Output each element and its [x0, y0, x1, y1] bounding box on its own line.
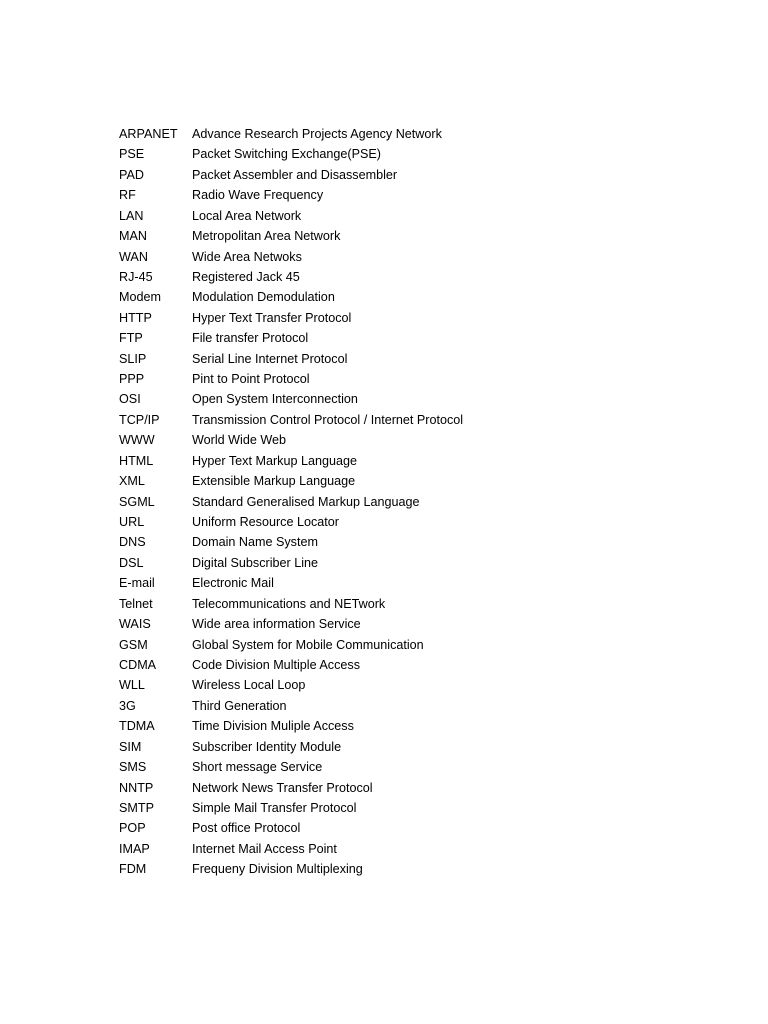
glossary-row — [119, 185, 463, 205]
acronym-term: IMAP — [119, 841, 150, 856]
acronym-term: SMS — [119, 760, 147, 775]
acronym-term: DSL — [119, 555, 144, 570]
acronym-term: MAN — [119, 229, 147, 244]
acronym-term: WAN — [119, 249, 148, 264]
acronym-definition: Hyper Text Markup Language — [192, 453, 357, 468]
glossary-row — [119, 349, 463, 369]
acronym-term: OSI — [119, 392, 141, 407]
acronym-term: RF — [119, 188, 136, 203]
glossary-row — [119, 206, 463, 226]
acronym-definition: Network News Transfer Protocol — [192, 780, 373, 795]
glossary-row — [119, 573, 463, 593]
acronym-term: SLIP — [119, 351, 147, 366]
acronym-definition: Wide Area Netwoks — [192, 249, 302, 264]
acronym-term: 3G — [119, 698, 136, 713]
glossary-row — [119, 451, 463, 471]
glossary-row — [119, 553, 463, 573]
acronym-term: PAD — [119, 167, 144, 182]
acronym-definition: Extensible Markup Language — [192, 474, 356, 489]
acronym-definition: Wide area information Service — [192, 617, 361, 632]
acronym-definition: Local Area Network — [192, 208, 302, 223]
acronym-definition: Wireless Local Loop — [192, 678, 306, 693]
acronym-term: SMTP — [119, 800, 154, 815]
acronym-term: DNS — [119, 535, 146, 550]
acronym-definition: Registered Jack 45 — [192, 269, 300, 284]
acronym-definition: Transmission Control Protocol / Internet Protocol — [192, 412, 464, 427]
acronym-term: PPP — [119, 372, 145, 387]
glossary-row — [119, 512, 463, 532]
acronym-term: Telnet — [119, 596, 153, 611]
acronym-term: URL — [119, 515, 145, 530]
glossary-row — [119, 389, 463, 409]
acronym-definition: Advance Research Projects Agency Network — [192, 127, 442, 141]
glossary-row — [119, 778, 463, 798]
glossary-row — [119, 757, 463, 777]
glossary-row — [119, 798, 463, 818]
acronym-definition: Packet Switching Exchange(PSE) — [192, 147, 381, 162]
glossary-row — [119, 614, 463, 634]
acronym-definition: Uniform Resource Locator — [192, 515, 339, 530]
acronym-term: WAIS — [119, 617, 151, 632]
glossary-row — [119, 287, 463, 307]
glossary-row — [119, 675, 463, 695]
acronym-term: HTTP — [119, 310, 152, 325]
glossary-row — [119, 267, 463, 287]
acronym-definition: File transfer Protocol — [192, 331, 309, 346]
glossary-row — [119, 165, 463, 185]
acronym-definition: Frequeny Division Multiplexing — [192, 862, 363, 877]
glossary-row — [119, 430, 463, 450]
glossary-row — [119, 471, 463, 491]
acronym-definition: Electronic Mail — [192, 576, 274, 591]
glossary-row — [119, 818, 463, 838]
glossary-row — [119, 696, 463, 716]
acronym-term: TDMA — [119, 719, 155, 734]
glossary-row — [119, 635, 463, 655]
acronym-term: LAN — [119, 208, 144, 223]
acronym-term: ARPANET — [119, 127, 178, 141]
acronym-term: NNTP — [119, 780, 154, 795]
acronym-term: RJ-45 — [119, 269, 153, 284]
acronym-definition: Telecommunications and NETwork — [192, 596, 386, 611]
acronym-definition: Digital Subscriber Line — [192, 555, 318, 570]
acronym-term: GSM — [119, 637, 148, 652]
acronym-term: SIM — [119, 739, 142, 754]
glossary-row — [119, 859, 463, 879]
glossary-row — [119, 144, 463, 164]
acronym-definition: World Wide Web — [192, 433, 287, 448]
acronym-term: WLL — [119, 678, 145, 693]
glossary-row — [119, 308, 463, 328]
acronym-definition: Time Division Muliple Access — [192, 719, 354, 734]
acronym-definition: Post office Protocol — [192, 821, 301, 836]
acronym-definition: Third Generation — [192, 698, 287, 713]
acronym-term: HTML — [119, 453, 154, 468]
acronym-definition: Modulation Demodulation — [192, 290, 335, 305]
acronym-definition: Radio Wave Frequency — [192, 188, 324, 203]
acronym-definition: Code Division Multiple Access — [192, 657, 360, 672]
acronym-term: FDM — [119, 862, 147, 877]
acronym-definition: Metropolitan Area Network — [192, 229, 341, 244]
acronym-definition: Short message Service — [192, 760, 323, 775]
acronym-definition: Packet Assembler and Disassembler — [192, 167, 398, 182]
acronym-definition: Internet Mail Access Point — [192, 841, 337, 856]
glossary-row — [119, 532, 463, 552]
acronym-glossary — [119, 124, 463, 880]
acronym-term: E-mail — [119, 576, 155, 591]
acronym-term: Modem — [119, 290, 161, 305]
acronym-definition: Subscriber Identity Module — [192, 739, 342, 754]
acronym-definition: Simple Mail Transfer Protocol — [192, 800, 357, 815]
glossary-row — [119, 369, 463, 389]
acronym-term: PSE — [119, 147, 145, 162]
acronym-term: TCP/IP — [119, 412, 160, 427]
glossary-row — [119, 328, 463, 348]
acronym-definition: Global System for Mobile Communication — [192, 637, 424, 652]
glossary-row — [119, 124, 463, 144]
glossary-row — [119, 655, 463, 675]
glossary-row — [119, 247, 463, 267]
glossary-row — [119, 226, 463, 246]
acronym-definition: Standard Generalised Markup Language — [192, 494, 420, 509]
glossary-row — [119, 410, 463, 430]
acronym-term: POP — [119, 821, 146, 836]
acronym-definition: Pint to Point Protocol — [192, 372, 310, 387]
glossary-row — [119, 839, 463, 859]
acronym-definition: Serial Line Internet Protocol — [192, 351, 348, 366]
glossary-row — [119, 716, 463, 736]
acronym-term: WWW — [119, 433, 155, 448]
acronym-term: CDMA — [119, 657, 157, 672]
glossary-row — [119, 594, 463, 614]
acronym-term: SGML — [119, 494, 155, 509]
acronym-definition: Domain Name System — [192, 535, 318, 550]
glossary-row — [119, 737, 463, 757]
glossary-row — [119, 492, 463, 512]
acronym-term: XML — [119, 474, 145, 489]
acronym-definition: Open System Interconnection — [192, 392, 358, 407]
acronym-term: FTP — [119, 331, 143, 346]
acronym-definition: Hyper Text Transfer Protocol — [192, 310, 352, 325]
